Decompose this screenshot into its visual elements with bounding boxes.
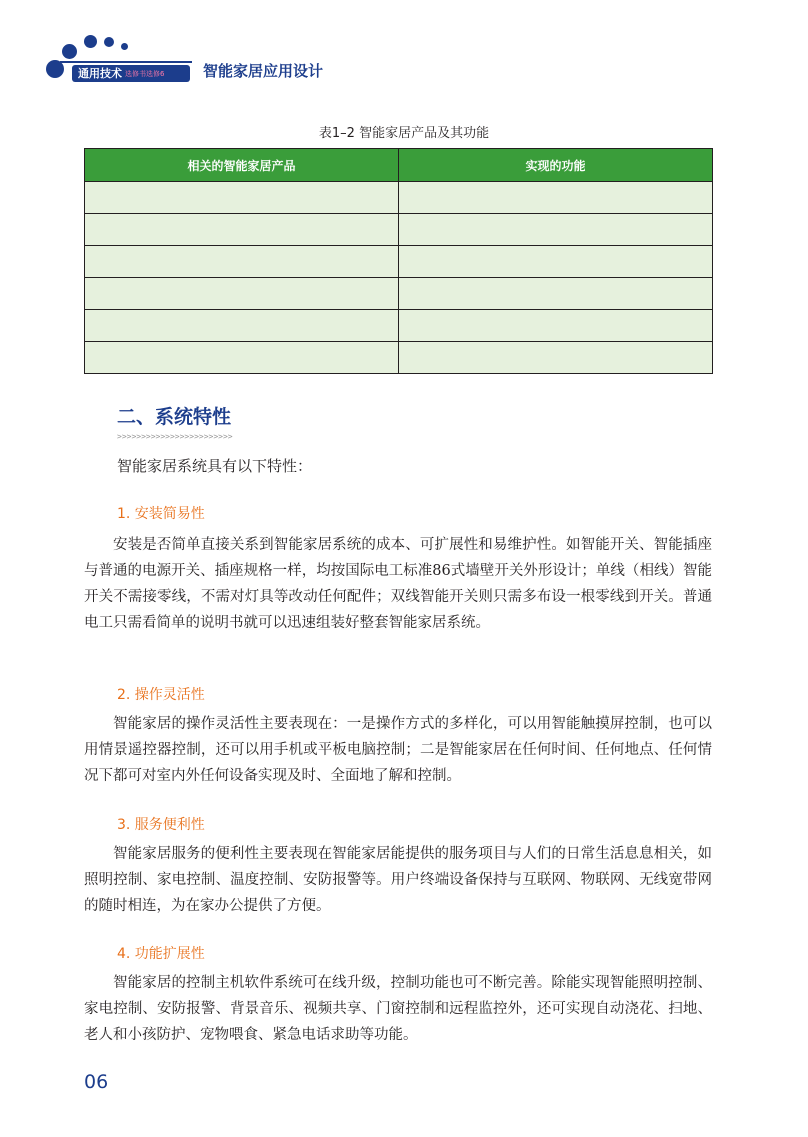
section-heading: 二、系统特性 (117, 406, 232, 428)
table-row (85, 342, 713, 374)
table-cell (399, 342, 713, 374)
subheading-operation: 2. 操作灵活性 (117, 687, 205, 703)
table-cell (85, 342, 399, 374)
table-cell (85, 278, 399, 310)
chapter-title: 智能家居应用设计 (203, 62, 324, 80)
section-intro: 智能家居系统具有以下特性： (117, 457, 313, 475)
subheading-extension: 4. 功能扩展性 (117, 946, 205, 962)
col-header-products: 相关的智能家居产品 (85, 149, 399, 182)
book-sub-label: 选修书选修6 (125, 70, 165, 78)
page-number: 06 (84, 1071, 109, 1093)
table-header-row (85, 149, 713, 182)
table-cell (399, 246, 713, 278)
decor-dot-icon (62, 44, 77, 59)
heading-decoration: >>>>>>>>>>>>>>>>>>>>>>>> (117, 432, 233, 441)
decor-dot-icon (121, 43, 128, 50)
table-cell (85, 182, 399, 214)
paragraph-install: 安装是否简单直接关系到智能家居系统的成本、可扩展性和易维护性。如智能开关、智能插座与普通的电源开关、插座规格一样，均按国际电工标准86式墙壁开关外形设计；单线（相线）智能开关不需接零线，不需对灯具等改动任何配件；双线智能开关则只需多布设一根零线到开关。普通电工只需看简单的说明书就可以迅速组装好整套智能家居系统。 (84, 537, 712, 631)
table-row (85, 182, 713, 214)
paragraph-service: 智能家居服务的便利性主要表现在智能家居能提供的服务项目与人们的日常生活息息相关，如照明控制、家电控制、温度控制、安防报警等。用户终端设备保持与互联网、物联网、无线宽带网的随时相连，为在家办公提供了方便。 (84, 846, 712, 914)
table-caption: 表1–2 智能家居产品及其功能 (318, 126, 490, 141)
table-row (85, 246, 713, 278)
page-header (0, 0, 808, 100)
subheading-service: 3. 服务便利性 (117, 817, 205, 833)
table-row (85, 214, 713, 246)
book-label-bar (72, 65, 190, 82)
header-divider (60, 61, 192, 63)
subheading-install: 1. 安装简易性 (117, 506, 205, 522)
decor-dot-icon (84, 35, 97, 48)
paragraph-extension: 智能家居的控制主机软件系统可在线升级，控制功能也可不断完善。除能实现智能照明控制、家电控制、安防报警、背景音乐、视频共享、门窗控制和远程监控外，还可实现自动浇花、扫地、老人和小孩防护、宠物喂食、紧急电话求助等功能。 (84, 975, 712, 1043)
table-row (85, 278, 713, 310)
paragraph-operation: 智能家居的操作灵活性主要表现在：一是操作方式的多样化，可以用智能触摸屏控制，也可以用情景遥控器控制，还可以用手机或平板电脑控制；二是智能家居在任何时间、任何地点、任何情况下都可对室内外任何设备实现及时、全面地了解和控制。 (84, 716, 712, 784)
table-cell (85, 310, 399, 342)
table-row (85, 310, 713, 342)
table-cell (399, 310, 713, 342)
table-cell (399, 278, 713, 310)
product-function-table (84, 148, 713, 374)
table-cell (85, 246, 399, 278)
table-cell (399, 214, 713, 246)
book-label: 通用技术 (78, 67, 122, 80)
table-cell (399, 182, 713, 214)
col-header-functions: 实现的功能 (399, 149, 713, 182)
decor-dot-icon (104, 37, 114, 47)
table-cell (85, 214, 399, 246)
